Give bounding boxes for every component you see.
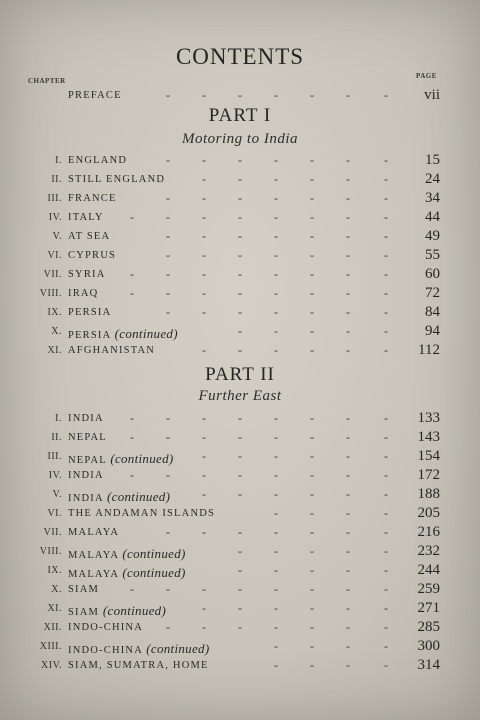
chapter-number: VIII.	[39, 546, 62, 557]
chapter-row	[0, 505, 480, 524]
chapter-page-number: 314	[417, 657, 440, 673]
chapter-page-number: 154	[417, 448, 440, 464]
part-2-heading: PART II	[205, 364, 275, 385]
chapter-row	[0, 190, 480, 209]
leader-dashes: - - - - - - - -	[130, 286, 388, 300]
leader-dashes: - - - - - - - -	[130, 582, 388, 596]
part-1-subtitle: Motoring to India	[182, 131, 298, 147]
page-title: CONTENTS	[175, 44, 305, 69]
chapter-continued-note: (continued)	[146, 641, 210, 656]
chapter-page-number: 55	[425, 247, 440, 263]
chapter-page-number: 188	[417, 486, 440, 502]
chapter-page-number: 216	[417, 524, 440, 540]
chapter-number: VI.	[47, 250, 62, 261]
leader-dashes: - - - - - - -	[166, 153, 388, 167]
leader-dashes: - - - - - -	[202, 487, 388, 501]
leader-dashes: - - - - - - -	[166, 248, 388, 262]
chapter-page-number: 34	[425, 190, 440, 206]
chapter-title-text: THE ANDAMAN ISLANDS	[68, 508, 216, 519]
chapter-page-number: 94	[425, 323, 440, 339]
chapter-page-number: 15	[425, 152, 440, 168]
chapter-page-number: 60	[425, 266, 440, 282]
chapter-number: I.	[55, 155, 62, 166]
leader-dashes: - - - - - - -	[166, 305, 388, 319]
chapter-page-number: 259	[417, 581, 440, 597]
chapter-title-text: CYPRUS	[68, 250, 117, 261]
chapter-row	[0, 247, 480, 266]
chapter-number: I.	[55, 413, 62, 424]
chapter-number: XIII.	[39, 641, 62, 652]
chapter-title-text: SIAM, SUMATRA, HOME	[68, 660, 209, 671]
chapter-page-number: 44	[425, 209, 440, 225]
chapter-row	[0, 323, 480, 342]
chapter-row	[0, 285, 480, 304]
chapter-title-text: AT SEA	[68, 231, 111, 242]
leader-dashes: - - - - - - -	[166, 229, 388, 243]
chapter-title-text: INDIA	[68, 493, 104, 504]
chapter-row	[0, 543, 480, 562]
chapter-row	[0, 486, 480, 505]
chapter-title-text: ENGLAND	[68, 155, 128, 166]
chapter-page-number: 84	[425, 304, 440, 320]
chapter-number: IV.	[48, 470, 62, 481]
chapter-number: V.	[52, 489, 62, 500]
chapter-row	[0, 657, 480, 676]
chapter-row	[0, 448, 480, 467]
chapter-title-text: MALAYA	[68, 527, 120, 538]
chapter-number: XI.	[47, 345, 62, 356]
leader-dashes: - - - - - - -	[166, 88, 388, 102]
leader-dashes: - - - - - - - -	[130, 430, 388, 444]
chapter-number: IV.	[48, 212, 62, 223]
chapter-number: V.	[52, 231, 62, 242]
chapter-page-number: 24	[425, 171, 440, 187]
chapter-title-text: PERSIA	[68, 330, 111, 341]
chapter-row	[0, 171, 480, 190]
chapter-row	[0, 429, 480, 448]
chapter-title-text: INDIA	[68, 413, 104, 424]
chapter-row	[0, 467, 480, 486]
leader-dashes: - - - - - - -	[166, 191, 388, 205]
leader-dashes: - - - - - - -	[166, 525, 388, 539]
chapter-page-number: 205	[417, 505, 440, 521]
chapter-number: VI.	[47, 508, 62, 519]
leader-dashes: - - - - - - - -	[130, 267, 388, 281]
leader-dashes: - - - - - - - -	[130, 468, 388, 482]
chapter-row	[0, 228, 480, 247]
chapter-number: XII.	[43, 622, 62, 633]
chapter-number: VII.	[43, 527, 62, 538]
chapter-title-text: PERSIA	[68, 307, 112, 318]
leader-dashes: - - - - - -	[202, 449, 388, 463]
chapter-page-number: 271	[417, 600, 440, 616]
chapter-title-text: FRANCE	[68, 193, 117, 204]
chapter-title-text: STILL ENGLAND	[68, 174, 166, 185]
chapter-page-number: 300	[417, 638, 440, 654]
preface-label: PREFACE	[68, 90, 122, 101]
chapter-row	[0, 209, 480, 228]
chapter-number: XI.	[47, 603, 62, 614]
chapter-number: VII.	[43, 269, 62, 280]
chapter-column-label: CHAPTER	[28, 77, 66, 85]
chapter-number: VIII.	[39, 288, 62, 299]
leader-dashes: - - - -	[274, 506, 388, 520]
chapter-row	[0, 304, 480, 323]
chapter-number: X.	[51, 584, 62, 595]
leader-dashes: - - - -	[274, 658, 388, 672]
leader-dashes: - - - - - - - -	[130, 210, 388, 224]
chapter-continued-note: (continued)	[122, 565, 186, 580]
leader-dashes: - - - - - -	[202, 343, 388, 357]
chapter-continued-note: (continued)	[102, 603, 167, 618]
leader-dashes: - - - - - -	[202, 172, 388, 186]
chapter-row	[0, 638, 480, 657]
chapter-number: III.	[47, 451, 62, 462]
chapter-number: IX.	[47, 307, 62, 318]
chapter-continued-note: (continued)	[122, 546, 186, 561]
chapter-title-text: ITALY	[68, 212, 104, 223]
chapter-continued-note: (continued)	[107, 489, 171, 504]
chapter-number: II.	[51, 174, 62, 185]
leader-dashes: - - - - -	[238, 544, 388, 558]
chapter-title-text: MALAYA	[68, 569, 119, 580]
chapter-page-number: 112	[418, 342, 440, 358]
part-1-heading: PART I	[208, 105, 272, 126]
chapter-row	[0, 152, 480, 171]
chapter-page-number: 143	[417, 429, 440, 445]
preface-page-number: vii	[424, 87, 440, 103]
chapter-continued-note: (continued)	[114, 326, 178, 341]
chapter-row	[0, 581, 480, 600]
leader-dashes: - - - - - - - -	[130, 411, 388, 425]
chapter-title-text: INDIA	[68, 470, 104, 481]
chapter-row	[0, 562, 480, 581]
chapter-number: X.	[51, 326, 62, 337]
chapter-page-number: 72	[425, 285, 440, 301]
chapter-number: III.	[47, 193, 62, 204]
chapter-title-text: NEPAL	[68, 455, 107, 466]
chapter-page-number: 285	[417, 619, 440, 635]
chapter-title-text: INDO-CHINA	[68, 622, 143, 633]
chapter-page-number: 232	[417, 543, 440, 559]
page-column-label: PAGE	[416, 72, 437, 80]
chapter-number: IX.	[47, 565, 62, 576]
leader-dashes: - - - - - -	[202, 601, 388, 615]
chapter-title-text: IRAQ	[68, 288, 99, 299]
leader-dashes: - - - -	[274, 639, 388, 653]
leader-dashes: - - - - -	[238, 563, 388, 577]
chapter-page-number: 133	[417, 410, 440, 426]
leader-dashes: - - - - -	[238, 324, 388, 338]
chapter-row	[0, 524, 480, 543]
chapter-title-text: MALAYA	[68, 550, 119, 561]
chapter-page-number: 49	[425, 228, 440, 244]
chapter-row	[0, 266, 480, 285]
chapter-title-text: SIAM	[68, 584, 100, 595]
chapter-title-text: NEPAL	[68, 432, 107, 443]
chapter-title-text: SIAM	[68, 607, 100, 618]
preface-row	[0, 87, 480, 106]
chapter-number: II.	[51, 432, 62, 443]
chapter-row	[0, 619, 480, 638]
part-2-subtitle: Further East	[198, 388, 282, 404]
leader-dashes: - - - - - - -	[166, 620, 388, 634]
chapter-row	[0, 600, 480, 619]
chapter-row	[0, 342, 480, 361]
chapter-title-text: SYRIA	[68, 269, 106, 280]
chapter-title-text: AFGHANISTAN	[68, 345, 156, 356]
chapter-title-text: INDO-CHINA	[68, 645, 143, 656]
chapter-page-number: 172	[417, 467, 440, 483]
chapter-page-number: 244	[417, 562, 440, 578]
chapter-continued-note: (continued)	[110, 451, 174, 466]
chapter-row	[0, 410, 480, 429]
chapter-number: XIV.	[41, 660, 62, 671]
